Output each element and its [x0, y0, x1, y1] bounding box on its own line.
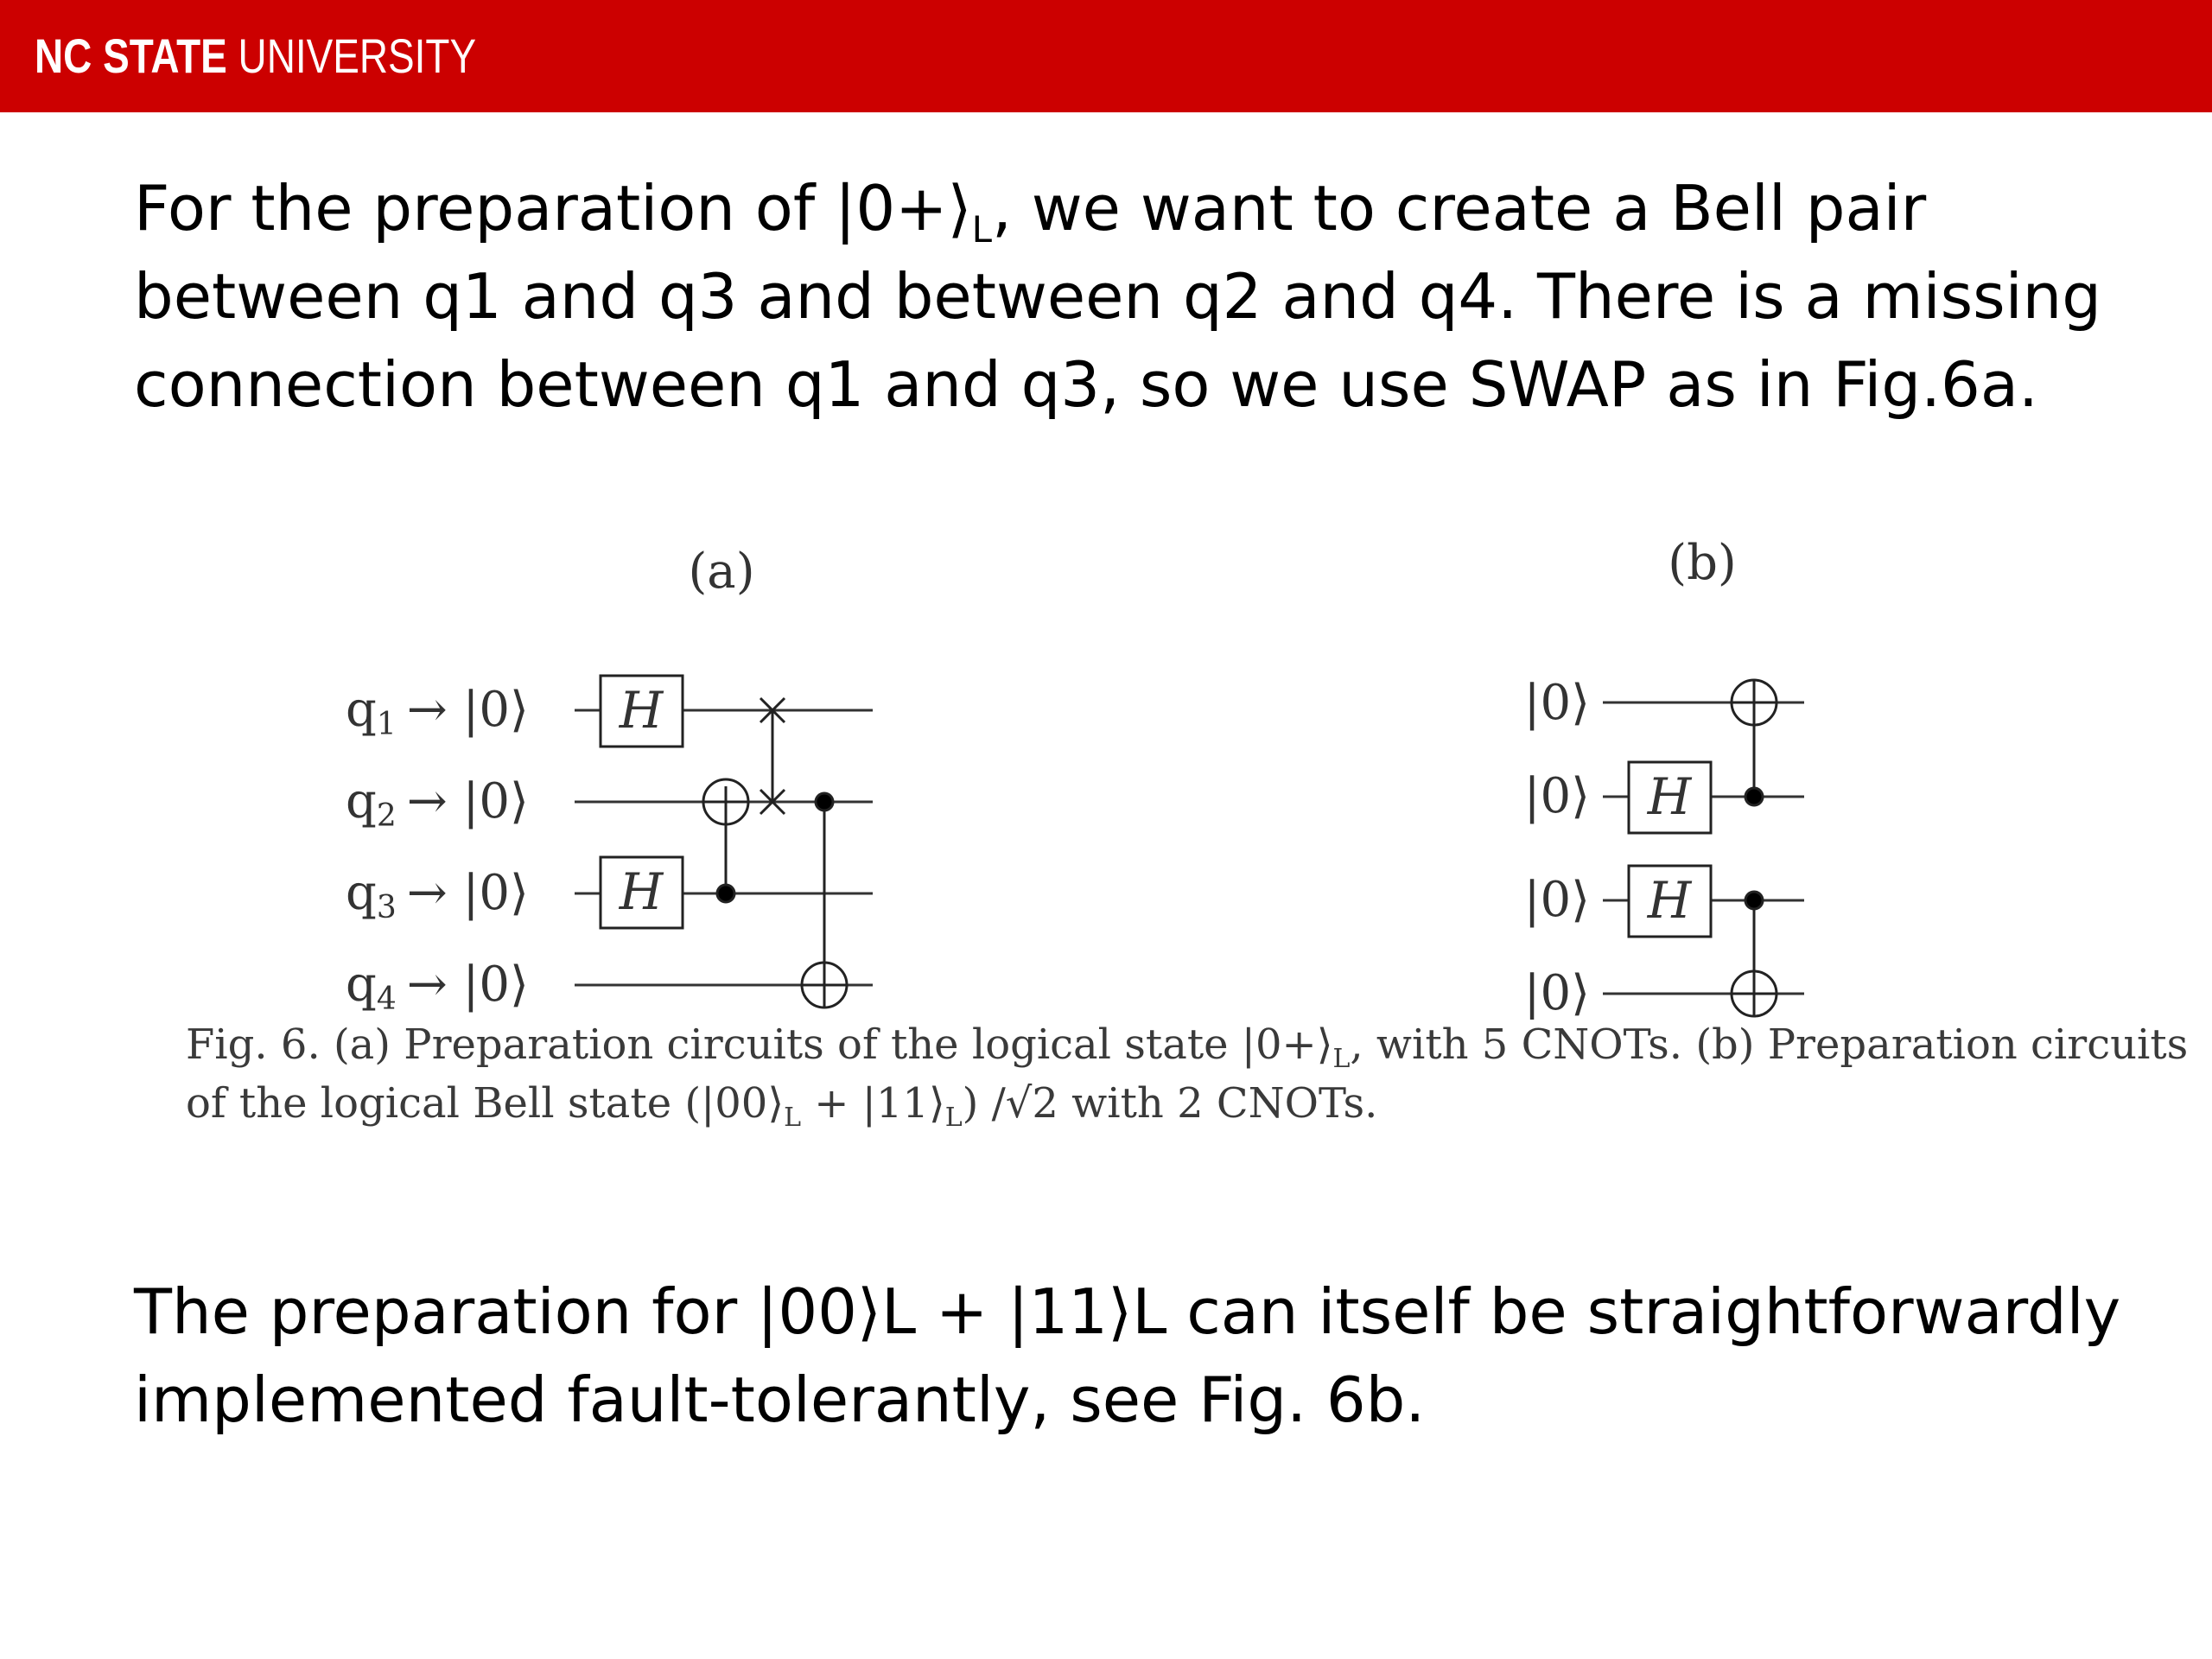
intro-line-3: connection between q1 and q3, so we use SWAP as in Fig.6a.	[134, 348, 2038, 421]
panel-a-cnot2-control	[816, 793, 833, 810]
panel-a-qubit-3-label: q3 → |0⟩	[346, 865, 529, 925]
panel-b-init-4: |0⟩	[1523, 965, 1590, 1020]
intro-paragraph	[134, 164, 2121, 429]
caption-line-2: of the logical Bell state ($|00⟩_L$ + $|11⟩_L$) /√2 with 2 CNOTs.	[186, 1079, 1378, 1133]
panel-b-init-2: |0⟩	[1523, 768, 1590, 824]
caption-line-1: Fig. 6. (a) Preparation circuits of the logical state $|0+⟩_L$, with 5 CNOTs. (b) Preparation circuits	[186, 1020, 2189, 1074]
logo-regular-text: UNIVERSITY	[238, 29, 477, 83]
panel-a-label: (a)	[688, 543, 755, 600]
conclusion-line-2: implemented fault-tolerantly, see Fig. 6b.	[134, 1363, 1426, 1436]
intro-line-1: For the preparation of $|0+⟩_L$, we want to create a Bell pair	[134, 172, 1927, 251]
panel-a-h-label-q3: H	[619, 862, 664, 921]
panel-b-cnot2-control	[1745, 892, 1763, 909]
panel-a-cnot1-control	[717, 885, 734, 902]
panel-a-qubit-2-label: q2 → |0⟩	[346, 773, 529, 834]
panel-a-qubit-1-label: q1 → |0⟩	[346, 682, 529, 742]
circuit-diagrams	[173, 536, 2126, 1020]
panel-b-init-3: |0⟩	[1523, 872, 1590, 928]
panel-b-cnot1-control	[1745, 788, 1763, 805]
panel-b-h-label-2: H	[1647, 767, 1692, 826]
figure-caption	[186, 1015, 2189, 1133]
university-logo	[35, 26, 476, 86]
panel-a-qubit-4-label: q4 → |0⟩	[346, 957, 529, 1017]
panel-a-h-label-q1: H	[619, 681, 664, 740]
panel-b-init-1: |0⟩	[1523, 675, 1590, 731]
intro-line-2: between q1 and q3 and between q2 and q4. There is a missing	[134, 260, 2101, 333]
conclusion-line-1: The preparation for |00⟩L + |11⟩L can itself be straightforwardly	[134, 1275, 2121, 1348]
conclusion-paragraph	[134, 1268, 2121, 1444]
logo-bold-text: NC STATE	[35, 29, 227, 83]
panel-b-label: (b)	[1668, 536, 1737, 591]
panel-b-h-label-3: H	[1647, 871, 1692, 930]
header-banner	[0, 0, 2212, 112]
